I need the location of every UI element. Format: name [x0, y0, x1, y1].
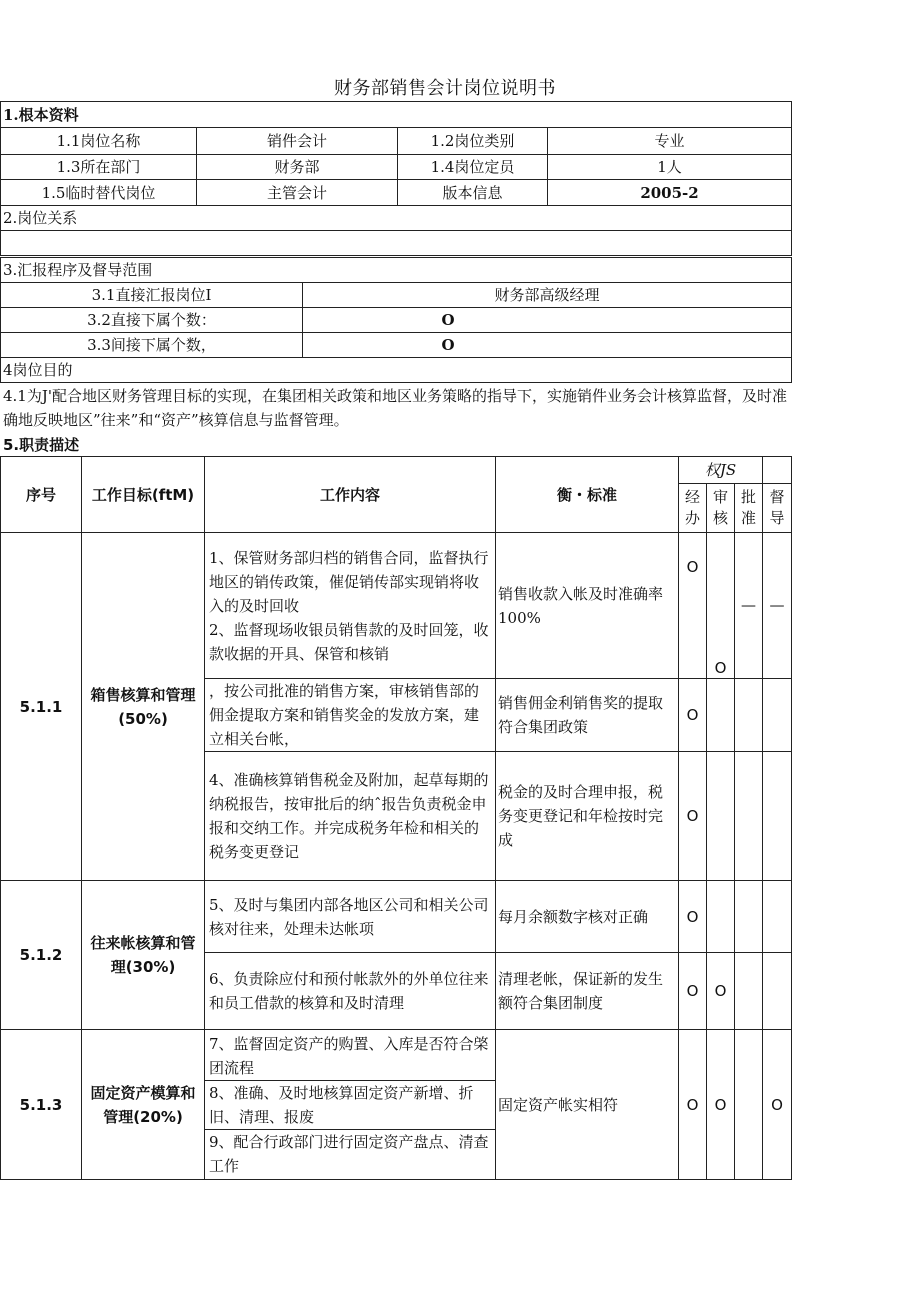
- auth-handle-mark: O: [679, 679, 707, 752]
- purpose-text: 4.1为J'配合地区财务管理目标的实现，在集团相关政策和地区业务策略的指导下，实施销件业务会计核算监督，及时准确地反映地区”往来”和“资产”核算信息与监督管理。: [3, 387, 787, 429]
- content-item: 7、监督固定资产的购置、入库是否符合棨团流程: [205, 1032, 495, 1081]
- document-title: 财务部销售会计岗位说明书: [334, 78, 556, 99]
- auth-supervise-mark: O: [763, 1030, 792, 1180]
- header-auth-approve: 批准: [735, 484, 763, 533]
- standard-cell: 清理老帐，保证新的发生额符合集团制度: [496, 953, 679, 1030]
- value-post-type: 专业: [548, 128, 792, 155]
- content-item: ，按公司批准的销售方案，审核销售部的佣金提取方案和销售奖金的发放方案，建立相关台帐，: [209, 682, 480, 748]
- label-post-type: 1.2岗位类别: [398, 128, 548, 155]
- auth-approve-mark: [735, 881, 763, 953]
- header-auth-handle: 经办: [679, 484, 707, 533]
- seq-5-1-3: 5.1.3: [1, 1030, 82, 1180]
- content-item: 1、保管财务部归档的销售合同，监督执行地区的销传政策，催促销传部实现销将收入的及时回收: [209, 548, 489, 615]
- standard-cell: 销售收款入帐及时准确率100%: [496, 533, 679, 679]
- content-item: 6、负责除应付和预付帐款外的外单位往来和员工借款的核算和及时清理: [209, 970, 489, 1012]
- header-standard: 衡・标准: [496, 457, 679, 533]
- goal-5-1-3: 固定资产模算和管理(20%): [82, 1030, 205, 1180]
- auth-supervise-mark: —: [763, 533, 792, 679]
- goal-5-1-1: 箱售核算和管理(50%): [82, 533, 205, 881]
- section-2-body: [1, 231, 792, 256]
- report-table: [0, 257, 792, 383]
- standard-cell: 销售佣金利销售奖的提取符合集团政策: [496, 679, 679, 752]
- label-direct-report: 3.1直接汇报岗位I: [1, 283, 303, 308]
- section-1-heading: 1.根本资料: [1, 102, 792, 128]
- value-version: 2005-2: [548, 180, 792, 206]
- seq-5-1-1: 5.1.1: [1, 533, 82, 881]
- label-department: 1.3所在部门: [1, 155, 197, 180]
- value-substitute: 主管会计: [197, 180, 398, 206]
- value-direct-report: 财务部高级经理: [303, 283, 792, 308]
- header-authority: 权JS: [679, 457, 763, 484]
- auth-review-mark: [707, 881, 735, 953]
- content-item: 4、准确核算销售税金及附加，起草每期的纳税报告，按审批后的纳ˆ报告负责税金申报和交纳工作。并完成税务年检和相关的税务变更登记: [209, 771, 489, 861]
- header-authority-blank: [763, 457, 792, 484]
- label-version: 版本信息: [398, 180, 548, 206]
- auth-handle-mark: O: [679, 533, 707, 679]
- label-substitute: 1.5临时替代岗位: [1, 180, 197, 206]
- auth-handle-mark: O: [679, 881, 707, 953]
- label-headcount: 1.4岗位定员: [398, 155, 548, 180]
- content-item: 5、及时与集团内部各地区公司和相关公司核对往来，处理未达帐项: [209, 895, 489, 938]
- auth-review-mark: O: [707, 533, 735, 679]
- standard-cell: 每月余额数字核对正确: [496, 881, 679, 953]
- content-cell: [205, 881, 496, 953]
- goal-5-1-2: 往来帐核算和管理(30%): [82, 881, 205, 1030]
- section-5-heading: 5.职责描述: [3, 436, 80, 454]
- value-headcount: 1人: [548, 155, 792, 180]
- auth-handle-mark: O: [679, 1030, 707, 1180]
- header-auth-review: 审核: [707, 484, 735, 533]
- auth-approve-mark: [735, 679, 763, 752]
- label-post-name: 1.1岗位名称: [1, 128, 197, 155]
- auth-approve-mark: [735, 953, 763, 1030]
- section-3-heading: 3.汇报程序及督导范围: [1, 258, 792, 283]
- content-cell: [205, 752, 496, 881]
- content-item: 8、准确、及时地核算固定资产新增、折旧、清理、报废: [205, 1081, 495, 1130]
- value-post-name: 销件会计: [197, 128, 398, 155]
- auth-review-mark: O: [707, 953, 735, 1030]
- content-cell: [205, 1030, 496, 1180]
- label-indirect-subordinates: 3.3间接下属个数，: [1, 333, 303, 358]
- auth-approve-mark: —: [735, 533, 763, 679]
- duties-table: [0, 456, 792, 1180]
- auth-approve-mark: [735, 752, 763, 881]
- auth-supervise-mark: [763, 752, 792, 881]
- auth-handle-mark: O: [679, 953, 707, 1030]
- auth-approve-mark: [735, 1030, 763, 1180]
- auth-supervise-mark: [763, 881, 792, 953]
- label-direct-subordinates: 3.2直接下属个数：: [1, 308, 303, 333]
- content-item: 2、监督现场收银员销售款的及时回笼，收款收据的开具、保管和核销: [209, 620, 489, 663]
- auth-review-mark: [707, 679, 735, 752]
- content-cell: [205, 953, 496, 1030]
- header-goal: 工作目标(ftM): [82, 457, 205, 533]
- section-2-heading: 2.岗位关系: [1, 206, 792, 231]
- content-item: 9、配合行政部门进行固定资产盘点、清查工作: [209, 1132, 489, 1175]
- content-cell: [205, 533, 496, 679]
- standard-cell: 固定资产帐实相符: [496, 1030, 679, 1180]
- seq-5-1-2: 5.1.2: [1, 881, 82, 1030]
- auth-supervise-mark: [763, 679, 792, 752]
- auth-review-mark: O: [707, 1030, 735, 1180]
- auth-supervise-mark: [763, 953, 792, 1030]
- auth-review-mark: [707, 752, 735, 881]
- standard-cell: 税金的及时合理申报，税务变更登记和年检按时完成: [496, 752, 679, 881]
- auth-handle-mark: O: [679, 752, 707, 881]
- value-indirect-subordinates: O: [303, 333, 792, 358]
- header-seq: 序号: [1, 457, 82, 533]
- section-4-heading: 4岗位目的: [1, 358, 792, 383]
- basic-info-table: [0, 101, 792, 256]
- content-cell: [205, 679, 496, 752]
- header-content: 工作内容: [205, 457, 496, 533]
- header-auth-supervise: 督导: [763, 484, 792, 533]
- value-direct-subordinates: O: [303, 308, 792, 333]
- value-department: 财务部: [197, 155, 398, 180]
